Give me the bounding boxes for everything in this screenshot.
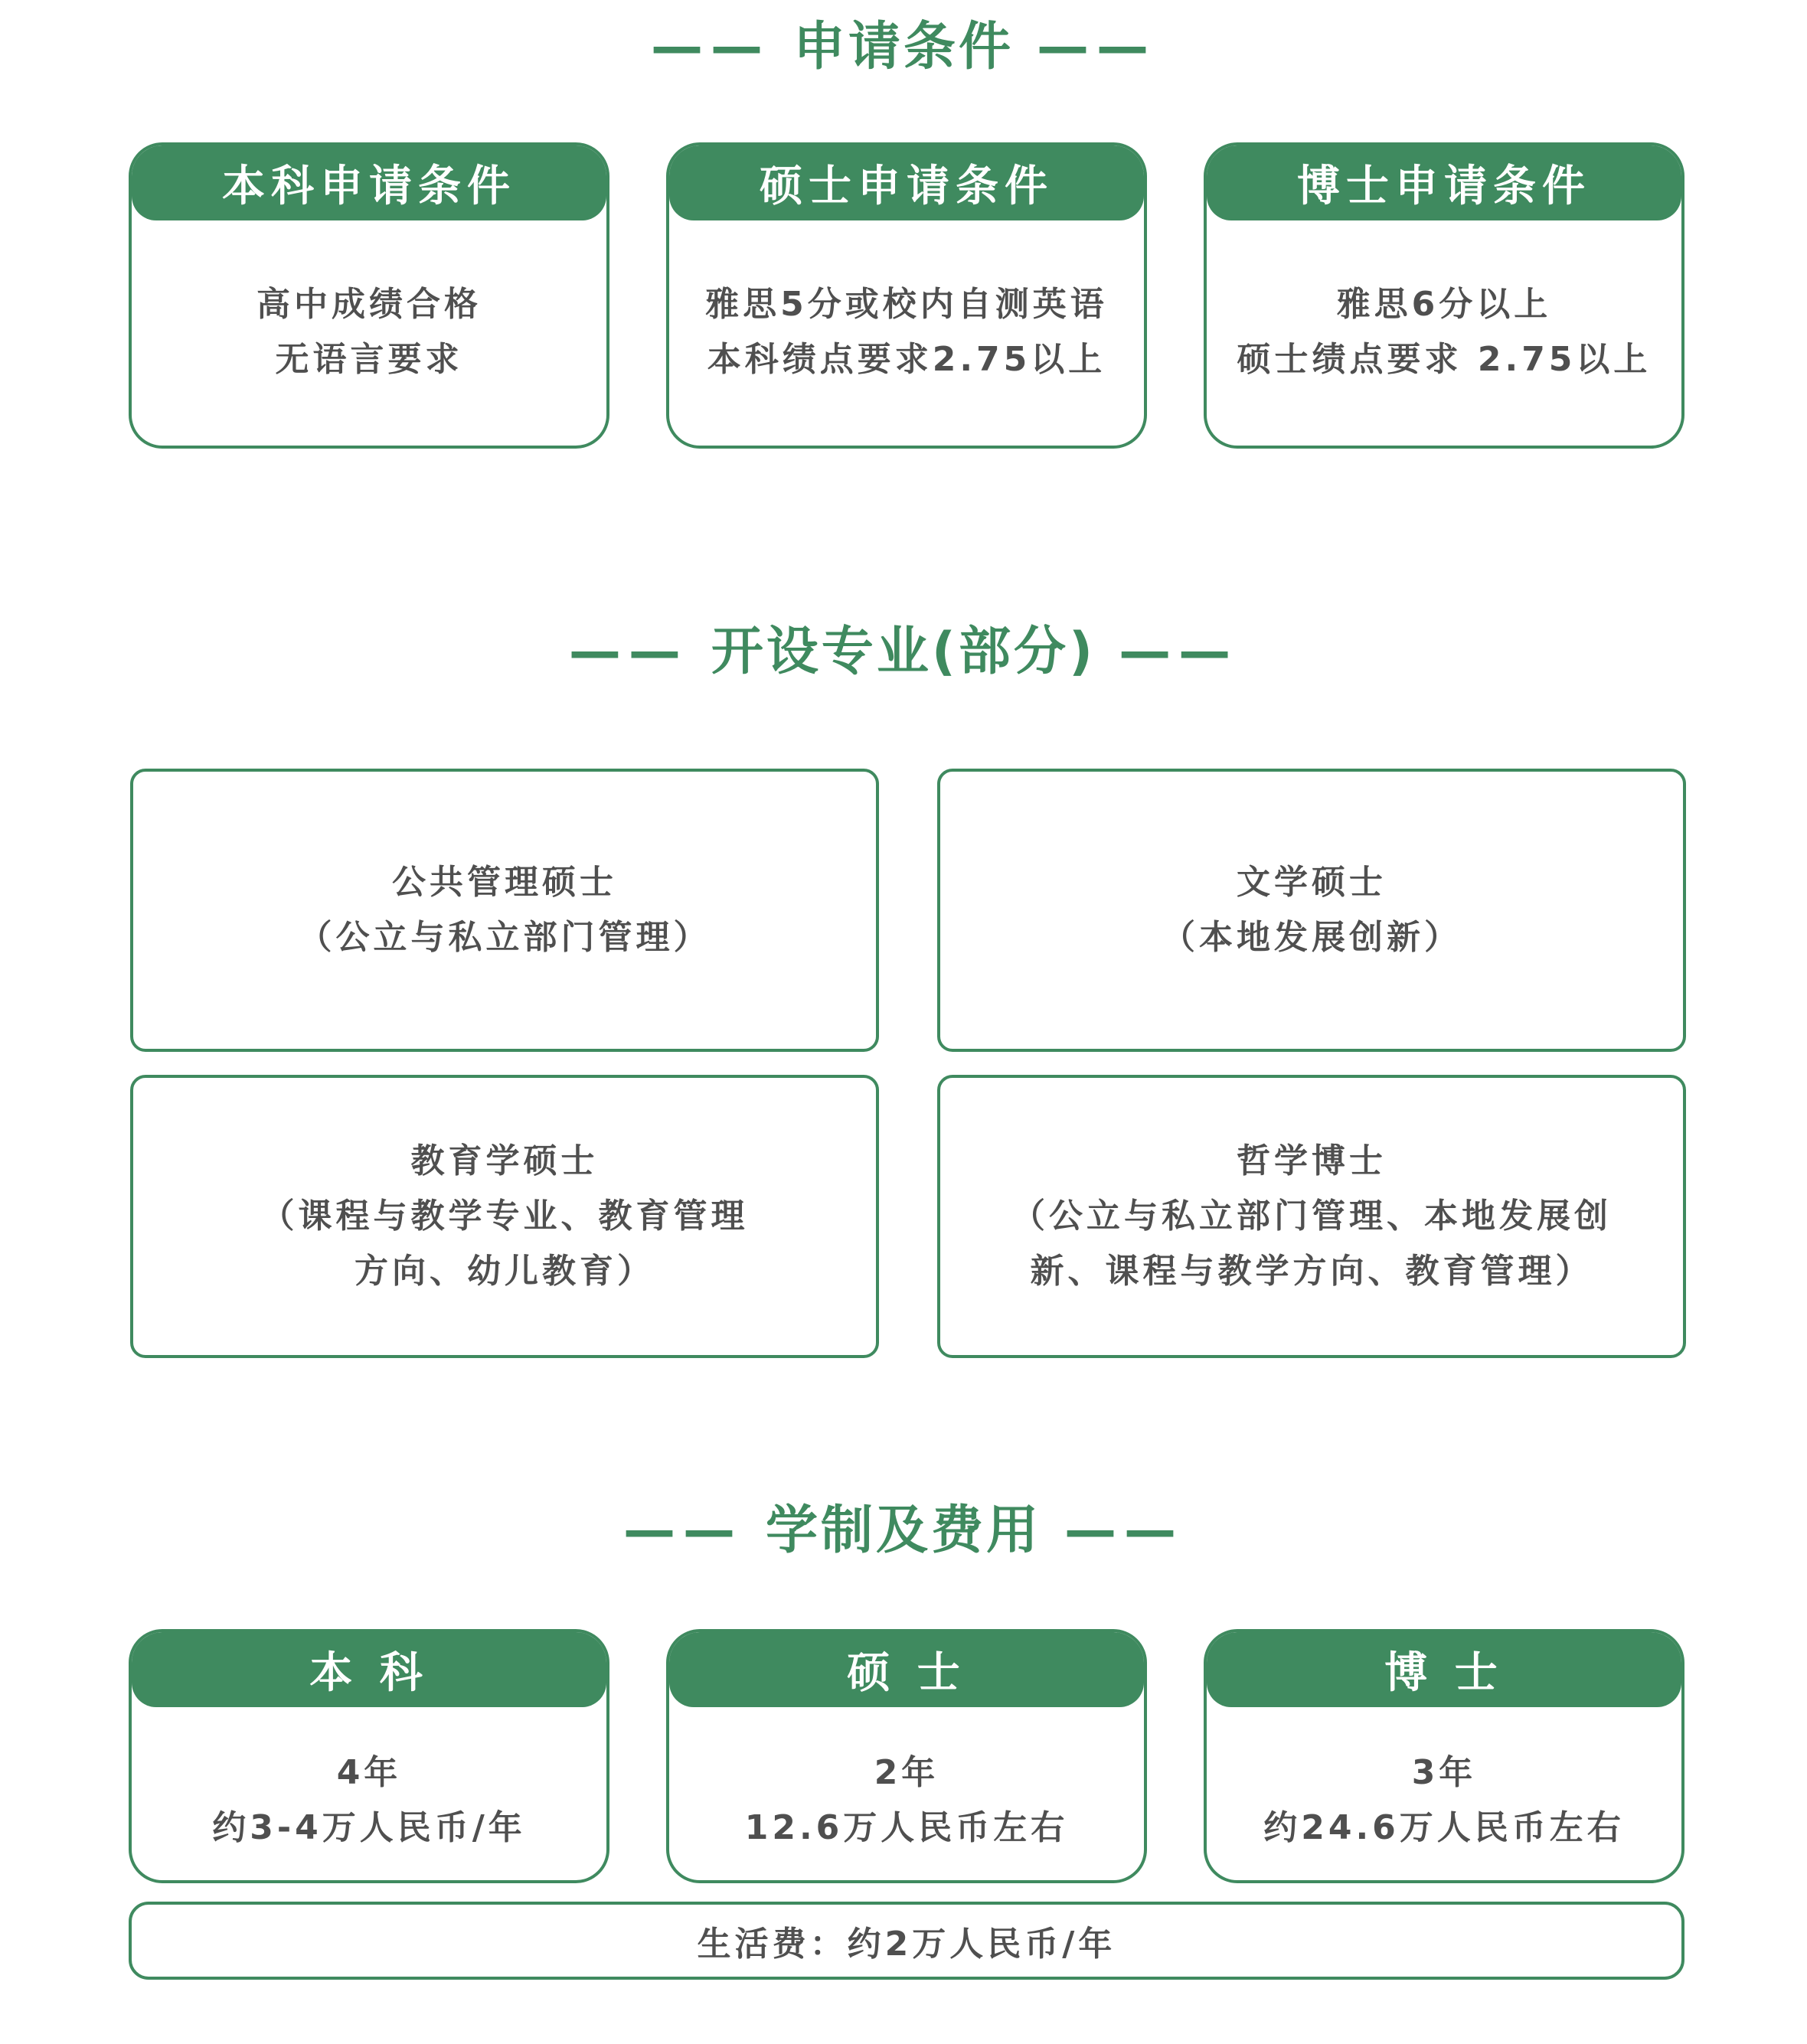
major-line: 哲学博士: [1237, 1141, 1387, 1180]
major-line: （本地发展创新）: [1162, 918, 1462, 957]
section-title-majors: [0, 622, 1807, 682]
major-line: （课程与教学专业、教育管理: [260, 1197, 749, 1236]
card-line: 约3-4万人民币/年: [212, 1808, 526, 1847]
card-line: 12.6万人民币左右: [744, 1808, 1069, 1847]
card-body: [132, 1745, 606, 1856]
card-header: 硕 士: [669, 1632, 1144, 1707]
major-text: [299, 855, 711, 965]
major-card-med: [130, 1075, 879, 1358]
section-title-text: 开设专业(部分): [711, 622, 1096, 682]
card-header: 本科申请条件: [132, 145, 606, 220]
section-title-fees: [0, 1500, 1807, 1561]
title-dash-left: ——: [622, 1500, 743, 1561]
major-card-mpa: [130, 769, 879, 1052]
living-cost-text: 生活费：约2万人民币/年: [697, 1925, 1116, 1964]
card-line: 2年: [874, 1753, 939, 1792]
major-text: [1162, 855, 1462, 965]
major-card-phd: [937, 1075, 1686, 1358]
card-body: [1207, 1745, 1681, 1856]
fee-card-phd: [1204, 1629, 1684, 1883]
section-title-text: 申请条件: [792, 17, 1014, 77]
major-line: 方向、幼儿教育）: [355, 1252, 655, 1291]
title-dash-left: ——: [650, 17, 770, 77]
card-line: 4年: [336, 1753, 402, 1792]
card-body: [669, 1745, 1144, 1856]
section-title-text: 学制及费用: [765, 1500, 1041, 1561]
card-line: 3年: [1411, 1753, 1477, 1792]
title-dash-right: ——: [1064, 1500, 1184, 1561]
card-header: 博士申请条件: [1207, 145, 1681, 220]
card-line: 本科绩点要求2.75以上: [707, 340, 1106, 379]
card-header: 硕士申请条件: [669, 145, 1144, 220]
card-line: 约24.6万人民币左右: [1263, 1808, 1625, 1847]
major-card-ma: [937, 769, 1686, 1052]
fee-card-master: [666, 1629, 1147, 1883]
card-line: 雅思5分或校内自测英语: [705, 285, 1108, 324]
living-cost-box: [129, 1902, 1684, 1980]
major-text: [261, 1134, 749, 1299]
title-dash-left: ——: [568, 622, 688, 682]
card-header: 博 士: [1207, 1632, 1681, 1707]
major-line: （公立与私立部门管理、本地发展创: [1011, 1197, 1612, 1236]
card-line: 无语言要求: [275, 340, 463, 379]
card-line: 雅思6分以上: [1336, 285, 1552, 324]
card-body: [132, 277, 606, 387]
major-line: 教育学硕士: [410, 1141, 599, 1180]
fee-card-bachelor: [129, 1629, 609, 1883]
major-line: 新、课程与教学方向、教育管理）: [1030, 1252, 1593, 1291]
requirement-card-phd: [1204, 142, 1684, 449]
major-line: 公共管理硕士: [392, 863, 617, 902]
title-dash-right: ——: [1119, 622, 1239, 682]
major-line: （公立与私立部门管理）: [298, 918, 711, 957]
card-line: 高中成绩合格: [257, 285, 482, 324]
card-header: 本 科: [132, 1632, 606, 1707]
major-text: [1011, 1134, 1612, 1299]
requirement-card-master: [666, 142, 1147, 449]
card-line: 硕士绩点要求 2.75以上: [1237, 340, 1652, 379]
section-title-requirements: [0, 17, 1807, 77]
requirement-card-bachelor: [129, 142, 609, 449]
card-body: [1207, 277, 1681, 387]
major-line: 文学硕士: [1237, 863, 1387, 902]
card-body: [669, 277, 1144, 387]
title-dash-right: ——: [1037, 17, 1156, 77]
